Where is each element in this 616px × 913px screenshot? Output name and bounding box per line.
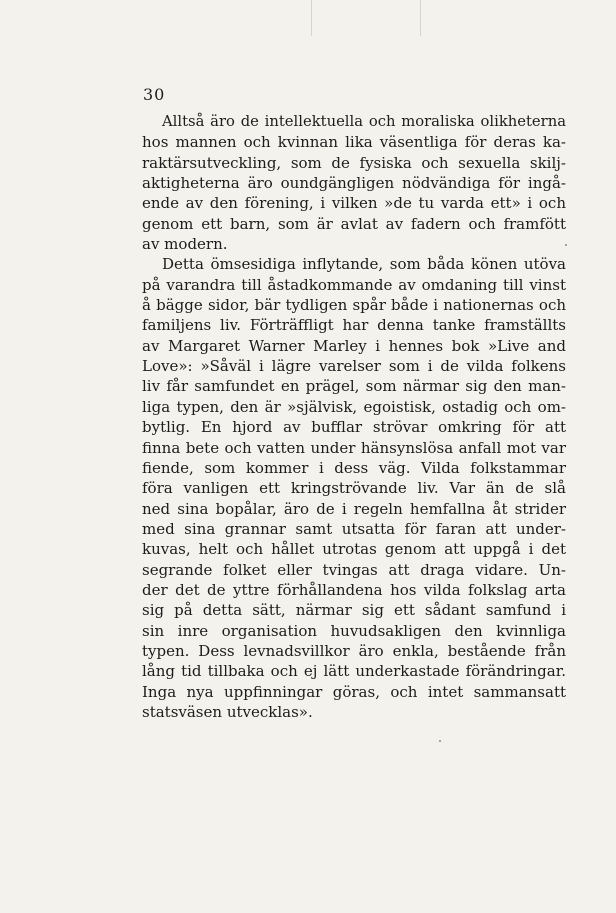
text-line: av modern.: [142, 235, 228, 254]
text-line: med sina grannar samt utsatta för faran att under-: [142, 519, 566, 538]
text-line: bytlig. En hjord av bufflar strövar omkring för att: [142, 418, 566, 437]
text-line: fiende, som kommer i dess väg. Vilda folkstammar: [142, 458, 566, 477]
text-line: familjens liv. Förträffligt har denna tanke framställts: [142, 316, 566, 335]
text-line: sig på detta sätt, närmar sig ett sådant samfund i: [142, 601, 566, 620]
text-line: å bägge sidor, bär tydligen spår både i nationernas och: [142, 296, 566, 315]
text-line: på varandra till åstadkommande av omdaning till vinst: [142, 275, 566, 294]
text-line: av Margaret Warner Marley i hennes bok »Live and: [142, 336, 566, 355]
text-line: liga typen, den är »självisk, egoistisk, ostadig och om-: [142, 397, 566, 416]
text-line: kuvas, helt och hållet utrotas genom att uppgå i det: [142, 540, 566, 559]
body-text: [142, 112, 566, 722]
text-line: finna bete och vatten under hänsynslösa anfall mot var: [142, 438, 566, 457]
scan-speck: [439, 740, 441, 742]
text-line: ende av den förening, i vilken »de tu varda ett» i och: [142, 194, 566, 213]
paragraph-1: [142, 112, 566, 254]
text-line: der det de yttre förhållandena hos vilda folkslag arta: [142, 580, 566, 599]
text-line: hos mannen och kvinnan lika väsentliga för deras ka-: [142, 133, 566, 152]
text-line: aktigheterna äro oundgängligen nödvändiga för ingå-: [142, 174, 566, 193]
text-line: lång tid tillbaka och ej lätt underkastade förändringar.: [142, 662, 566, 681]
page-number: 30: [143, 85, 166, 104]
scan-edge-line-left: [311, 0, 312, 36]
text-line: föra vanligen ett kringströvande liv. Var än de slå: [142, 479, 566, 498]
paragraph-2: [142, 254, 566, 722]
text-line: raktärsutveckling, som de fysiska och sexuella skilj-: [142, 153, 566, 172]
text-line: Love»: »Såväl i lägre varelser som i de vilda folkens: [142, 357, 566, 376]
text-line: typen. Dess levnadsvillkor äro enkla, bestående från: [142, 641, 566, 660]
text-line: segrande folket eller tvingas att draga vidare. Un-: [142, 560, 566, 579]
scan-speck: [565, 244, 567, 246]
text-line: statsväsen utvecklas».: [142, 702, 313, 721]
text-line: sin inre organisation huvudsakligen den kvinnliga: [142, 621, 566, 640]
text-line: genom ett barn, som är avlat av fadern och framfött: [142, 214, 566, 233]
text-line: Detta ömsesidiga inflytande, som båda könen utöva: [162, 255, 566, 274]
scan-edge-line-right: [420, 0, 421, 36]
text-line: Alltså äro de intellektuella och moraliska olikheterna: [162, 113, 566, 130]
text-line: Inga nya uppfinningar göras, och intet sammansatt: [142, 682, 566, 701]
text-line: liv får samfundet en prägel, som närmar sig den man-: [142, 377, 566, 396]
text-line: ned sina bopålar, äro de i regeln hemfallna åt strider: [142, 499, 566, 518]
